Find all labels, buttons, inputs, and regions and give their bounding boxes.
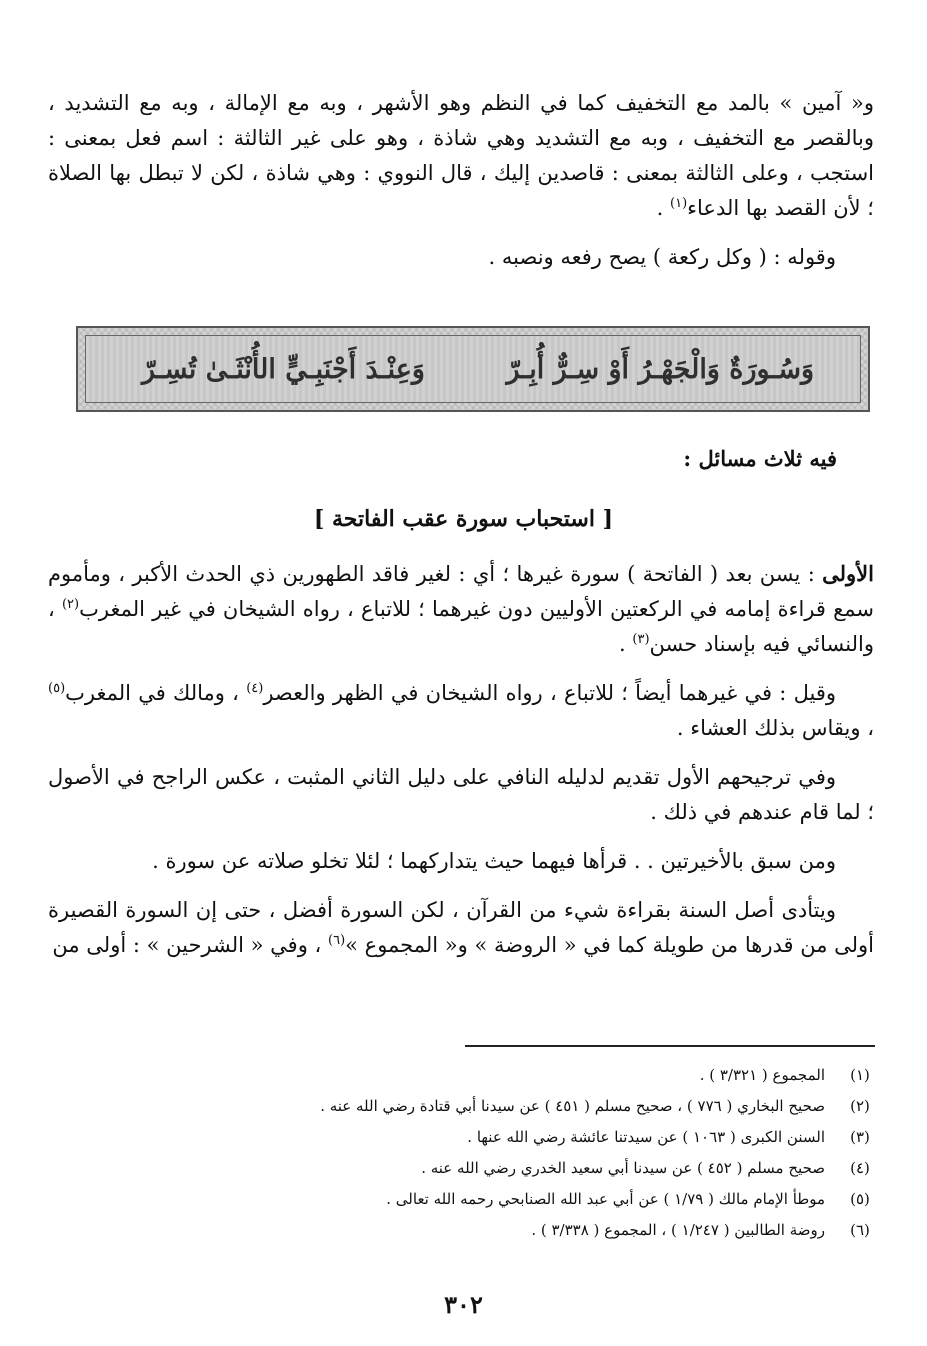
- footnote-ref-4: (٤): [246, 681, 264, 696]
- sunnah-text-2: ، وفي « الشرحين » : أولى من: [52, 933, 328, 957]
- other-view-text-2: ، ومالك في المغرب: [65, 681, 247, 705]
- footnote-number: (٣): [850, 1128, 870, 1146]
- footnote-text: روضة الطالبين ( ١/٢٤٧ ) ، المجموع ( ٣/٣٣٨ ) .: [531, 1221, 825, 1239]
- first-issue-lead: الأولى: [822, 561, 874, 586]
- main-text-block: [48, 556, 874, 963]
- first-issue-text-2: ، والنسائي فيه بإسناد حسن: [48, 597, 874, 656]
- footnote-number: (٦): [850, 1221, 870, 1239]
- other-view-text-3: ، ويقاس بذلك العشاء .: [676, 716, 874, 740]
- first-issue-end: .: [619, 632, 633, 656]
- page-number: ٣٠٢: [444, 1290, 483, 1319]
- sunnah-text-1: ويتأدى أصل السنة بقراءة شيء من القرآن ، لكن السورة أفضل ، حتى إن السورة القصيرة أولى من قدرها من طويلة كما في « الروضة » و« المجموع »: [48, 898, 874, 957]
- paragraph-preference: وفي ترجيحهم الأول تقديم لدليله النافي على دليل الثاني المثبت ، عكس الراجح في الأصول ؛ لما قام عندهم في ذلك .: [48, 765, 874, 824]
- section-heading: [ استحباب سورة عقب الفاتحة ]: [313, 506, 614, 532]
- paragraph-latecomer: ومن سبق بالأخيرتين . . قرأها فيهما حيث يتداركهما ؛ لئلا تخلو صلاته عن سورة .: [152, 849, 836, 873]
- paragraph-amin: و« آمين » بالمد مع التخفيف كما في النظم وهو الأشهر ، وبه مع الإمالة ، وبه مع التشديد ، وبالقصر مع التخفيف ، وبه مع التشديد وهي شاذة ، وهو على غير الثالثة : اسم فعل بمعنى : استجب ، وعلى الثالثة بمعنى : قاصدين إليك ، قال النووي : وهي شاذة ، لكن لا تبطل بها الصلاة ؛ لأن القصد بها الدعاء$^{(١)}$ .: [48, 91, 874, 220]
- footnote-number: (٤): [850, 1159, 870, 1177]
- footnote-ref-3: (٣): [632, 632, 650, 647]
- issues-title: فيه ثلاث مسائل :: [683, 446, 837, 471]
- footnote-ref-5: (٥): [48, 681, 66, 696]
- footnote-item: [47, 1122, 877, 1153]
- paragraph-amin-text: و« آمين » بالمد مع التخفيف كما في النظم وهو الأشهر ، وبه مع الإمالة ، وبه مع التشديد ، وبالقصر مع التخفيف ، وبه مع التشديد وهي شاذة ، وهو على غير الثالثة : اسم فعل بمعنى : استجب ، وعلى الثالثة بمعنى : قاصدين إليك ، قال النووي : وهي شاذة ، لكن لا تبطل بها الصلاة ؛ لأن القصد بها الدعاء: [48, 91, 874, 220]
- footnote-text: المجموع ( ٣/٣٢١ ) .: [699, 1066, 825, 1084]
- footnote-text: موطأ الإمام مالك ( ١/٧٩ ) عن أبي عبد الله الصنابحي رحمه الله تعالى .: [386, 1190, 825, 1208]
- verse-banner: [76, 326, 870, 412]
- footnotes: [47, 1060, 877, 1246]
- paragraph-first-issue: [48, 556, 874, 662]
- footnote-ref-1: (١): [670, 196, 688, 211]
- footnote-item: [47, 1060, 877, 1091]
- verse-frame: [85, 335, 861, 403]
- footnote-number: (١): [850, 1066, 870, 1084]
- footnote-separator: [465, 1045, 875, 1047]
- footnote-item: [47, 1215, 877, 1246]
- footnote-item: [47, 1184, 877, 1215]
- other-view-text-1: وقيل : في غيرهما أيضاً ؛ للاتباع ، رواه الشيخان في الظهر والعصر: [263, 681, 836, 705]
- footnote-number: (٥): [850, 1190, 870, 1208]
- top-text-block: [48, 86, 874, 275]
- verse-right-hemistich: وَسُـورَةٌ وَالْجَهْـرُ أَوْ سِـرٌّ أُبِـرّ: [506, 354, 814, 385]
- footnote-ref-6: (٦): [328, 933, 346, 948]
- paragraph-other-view: [48, 676, 874, 746]
- footnote-text: صحيح البخاري ( ٧٧٦ ) ، صحيح مسلم ( ٤٥١ ) عن سيدنا أبي قتادة رضي الله عنه .: [320, 1097, 825, 1115]
- paragraph-sunnah: [48, 893, 874, 963]
- footnote-text: صحيح مسلم ( ٤٥٢ ) عن سيدنا أبي سعيد الخدري رضي الله عنه .: [421, 1159, 825, 1177]
- verse-left-hemistich: وَعِنْـدَ أَجْنَبِـيٍّ الأُنْثَـىٰ تُسِـرّ: [142, 354, 425, 385]
- footnote-ref-2: (٢): [61, 597, 80, 612]
- footnote-item: [47, 1153, 877, 1184]
- footnote-text: السنن الكبرى ( ١٠٦٣ ) عن سيدتنا عائشة رضي الله عنها .: [467, 1128, 825, 1146]
- paragraph-every-rakah: وقوله : ( وكل ركعة ) يصح رفعه ونصبه .: [488, 245, 836, 269]
- footnote-item: [47, 1091, 877, 1122]
- first-issue-text-1: : يسن بعد ( الفاتحة ) سورة غيرها ؛ أي : لغير فاقد الطهورين ذي الحدث الأكبر ، ومأموم سمع قراءة إمامه في الركعتين الأوليين دون غيرهما ؛ للاتباع ، رواه الشيخان في غير المغرب: [48, 562, 875, 621]
- footnote-number: (٢): [850, 1097, 870, 1115]
